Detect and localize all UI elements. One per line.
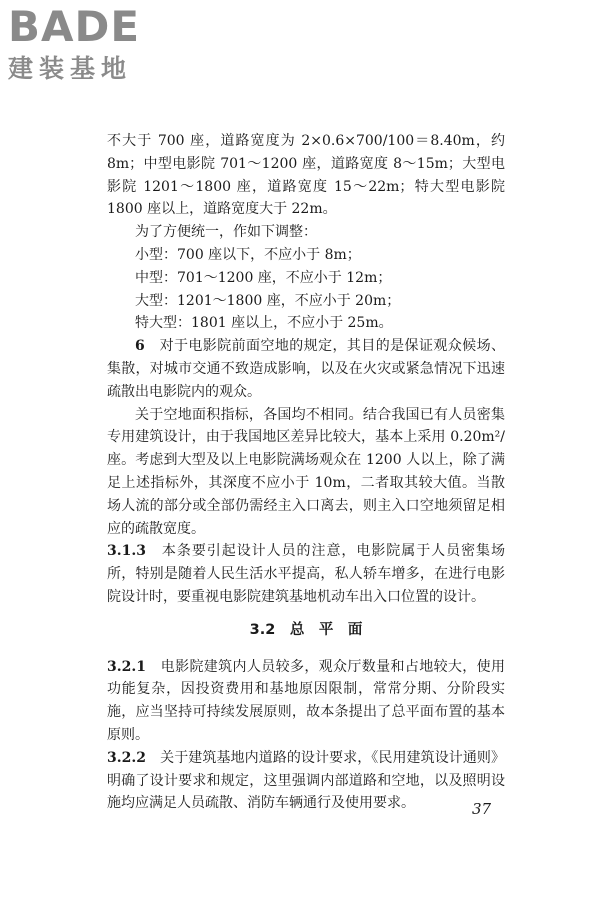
clause-number: 3.2.1 [107, 658, 146, 675]
paragraph-text: 对于电影院前面空地的规定，其目的是保证观众候场、集散，对城市交通不致造成影响，以及在火灾或紧急情况下迅速疏散出电影院内的观众。 [107, 338, 506, 400]
clause-number: 3.2.2 [107, 749, 146, 766]
section-number: 3.2 [249, 621, 276, 638]
paragraph: 关于空地面积指标，各国均不相同。结合我国已有人员密集专用建筑设计，由于我国地区差异比较大，基本上采用 0.20m²/座。考虑到大型及以上电影院满场观众在 1200 人以上，除了满足上述指标外，其深度不应小于 10m，二者取其较大值。当散场人流的部分或全部仍需经主入口离去，则主入口空地须留足相应的疏散宽度。 [107, 406, 505, 537]
clause-text: 关于建筑基地内道路的设计要求，《民用建筑设计通则》明确了设计要求和规定，这里强调内部道路和空地，以及照明设施均应满足人员疏散、消防车辆通行及使用要求。 [107, 749, 505, 812]
section-heading [107, 619, 505, 642]
page-body [107, 130, 505, 815]
paragraph: 不大于 700 座，道路宽度为 2×0.6×700/100＝8.40m，约 8m；中型电影院 701～1200 座，道路宽度 8～15m；大型电影院 1201～1800 座，道路宽度 15～22m；特大型电影院 1800 座以上，道路宽度大于 22m。 [107, 133, 505, 218]
section-title: 总 平 面 [289, 621, 363, 638]
paragraph [107, 335, 505, 403]
clause [107, 540, 505, 608]
clause [107, 656, 505, 747]
watermark-logo [8, 4, 140, 84]
paragraph: 为了方便统一，作如下调整： [135, 224, 317, 241]
clause-text: 电影院建筑内人员较多，观众厅数量和占地较大，使用功能复杂，因投资费用和基地原因限制，常常分期、分阶段实施，应当坚持可持续发展原则，故本条提出了总平面布置的基本原则。 [107, 658, 506, 743]
page-number: 37 [472, 800, 492, 818]
list-item: 小型：700 座以下，不应小于 8m； [135, 246, 361, 263]
list-item: 中型：701～1200 座，不应小于 12m； [135, 269, 392, 286]
clause [107, 747, 505, 815]
list-item: 大型：1201～1800 座，不应小于 20m； [135, 292, 401, 309]
logo-subtitle: 建装基地 [8, 54, 133, 83]
clause-text: 本条要引起设计人员的注意，电影院属于人员密集场所，特别是随着人民生活水平提高，私人轿车增多，在进行电影院设计时，要重视电影院建筑基地机动车出入口位置的设计。 [107, 543, 506, 605]
logo-word: BADE [8, 2, 141, 51]
item-number: 6 [135, 338, 145, 355]
list-item: 特大型：1801 座以上，不应小于 25m。 [135, 315, 393, 332]
clause-number: 3.1.3 [107, 543, 146, 560]
